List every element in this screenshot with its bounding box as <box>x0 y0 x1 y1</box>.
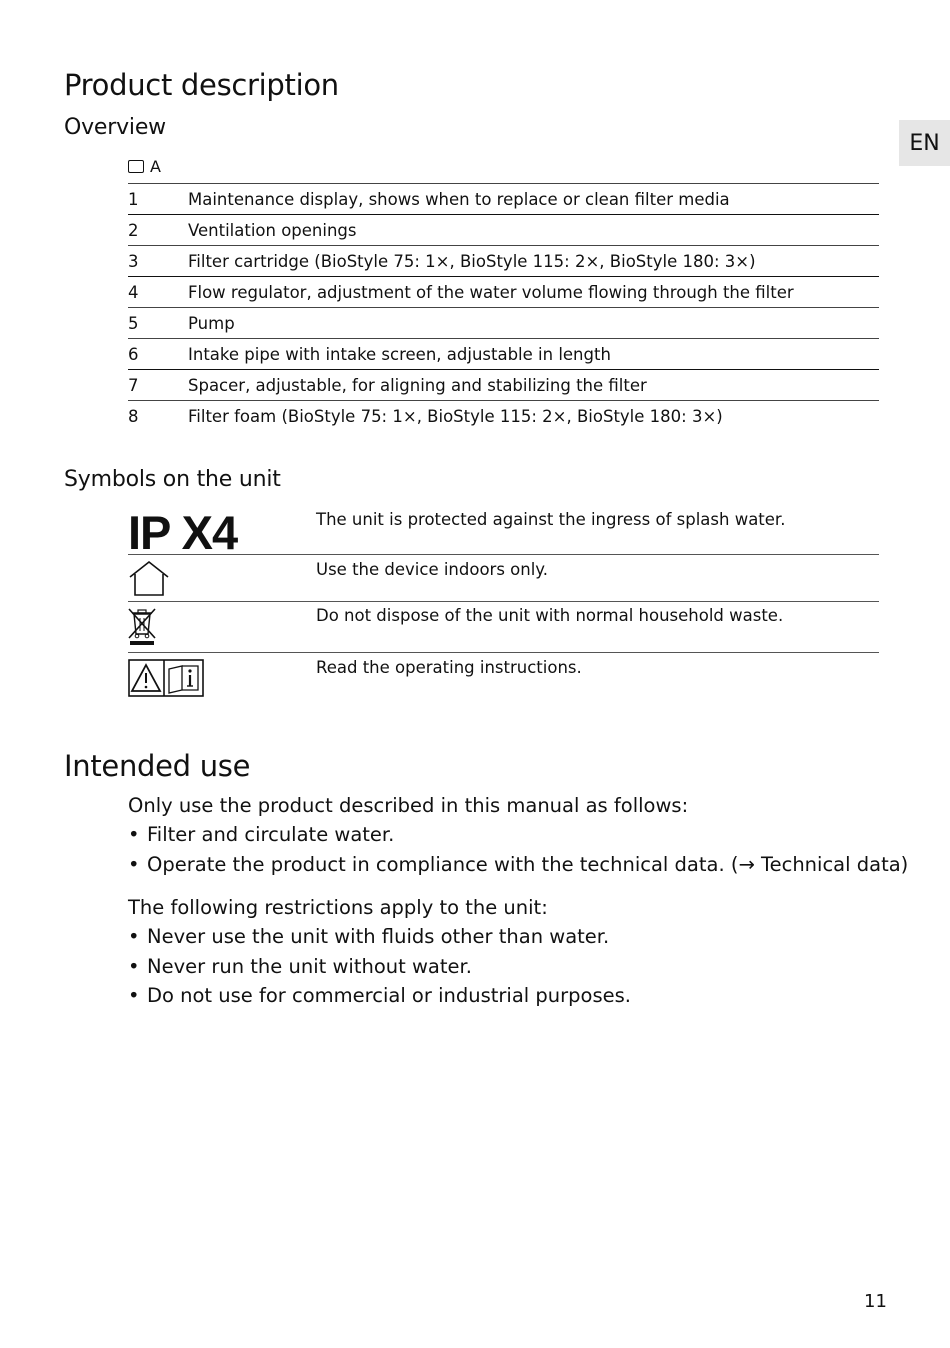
row-number: 7 <box>128 375 139 395</box>
language-label: EN <box>909 130 940 156</box>
row-text: Spacer, adjustable, for aligning and stabilizing the filter <box>188 375 647 395</box>
table-row <box>128 602 879 653</box>
table-row <box>128 183 879 214</box>
row-text: Filter foam (BioStyle 75: 1×, BioStyle 115: 2×, BioStyle 180: 3×) <box>188 406 723 426</box>
house-icon <box>128 559 170 601</box>
list-item: • Operate the product in compliance with the technical data. (→ Technical data) <box>128 853 909 876</box>
read-instructions-icon <box>128 659 204 701</box>
restrictions-intro: The following restrictions apply to the unit: <box>128 896 548 919</box>
language-tab <box>899 120 950 166</box>
symbols-table <box>128 505 879 703</box>
row-text: Ventilation openings <box>188 220 357 240</box>
table-row <box>128 400 879 431</box>
row-text: Intake pipe with intake screen, adjustable in length <box>188 344 611 364</box>
row-text: Pump <box>188 313 235 333</box>
list-item: • Do not use for commercial or industrial purposes. <box>128 984 631 1007</box>
section-title-intended-use: Intended use <box>64 749 251 783</box>
figure-box-icon <box>128 160 144 173</box>
ip-x4-icon: IP X4 <box>128 506 238 559</box>
figure-label: A <box>150 157 161 176</box>
list-item-text: Do not use for commercial or industrial purposes. <box>147 984 631 1007</box>
list-item: • Never run the unit without water. <box>128 955 472 978</box>
table-row <box>128 245 879 276</box>
section-title-product-description: Product description <box>64 68 339 102</box>
row-number: 1 <box>128 189 139 209</box>
table-row <box>128 369 879 400</box>
row-number: 3 <box>128 251 139 271</box>
row-number: 4 <box>128 282 139 302</box>
list-item-text: Filter and circulate water. <box>147 823 395 846</box>
list-item: • Filter and circulate water. <box>128 823 395 846</box>
list-item-text: Never use the unit with fluids other than water. <box>147 925 610 948</box>
table-row <box>128 338 879 369</box>
symbol-description: Use the device indoors only. <box>316 560 548 579</box>
list-item-text: Never run the unit without water. <box>147 955 472 978</box>
overview-table <box>128 183 879 431</box>
row-text: Flow regulator, adjustment of the water volume flowing through the filter <box>188 282 794 302</box>
table-row <box>128 653 879 703</box>
symbol-description: Read the operating instructions. <box>316 658 582 677</box>
row-number: 6 <box>128 344 139 364</box>
row-text: Maintenance display, shows when to replace or clean filter media <box>188 189 730 209</box>
crossed-bin-icon <box>128 608 156 650</box>
table-row <box>128 555 879 602</box>
subheading-overview: Overview <box>64 115 166 140</box>
row-number: 8 <box>128 406 139 426</box>
intended-use-intro: Only use the product described in this manual as follows: <box>128 794 689 817</box>
symbol-description: The unit is protected against the ingress of splash water. <box>316 510 786 529</box>
table-row <box>128 307 879 338</box>
table-row <box>128 276 879 307</box>
subheading-symbols: Symbols on the unit <box>64 467 281 492</box>
list-item: • Never use the unit with fluids other than water. <box>128 925 610 948</box>
page-number: 11 <box>864 1291 887 1312</box>
table-row <box>128 505 879 559</box>
list-item-text: Operate the product in compliance with the technical data. (→ Technical data) <box>147 853 909 876</box>
row-number: 5 <box>128 313 139 333</box>
symbol-description: Do not dispose of the unit with normal household waste. <box>316 606 784 625</box>
row-text: Filter cartridge (BioStyle 75: 1×, BioStyle 115: 2×, BioStyle 180: 3×) <box>188 251 756 271</box>
table-row <box>128 214 879 245</box>
row-number: 2 <box>128 220 139 240</box>
figure-reference <box>128 157 161 176</box>
